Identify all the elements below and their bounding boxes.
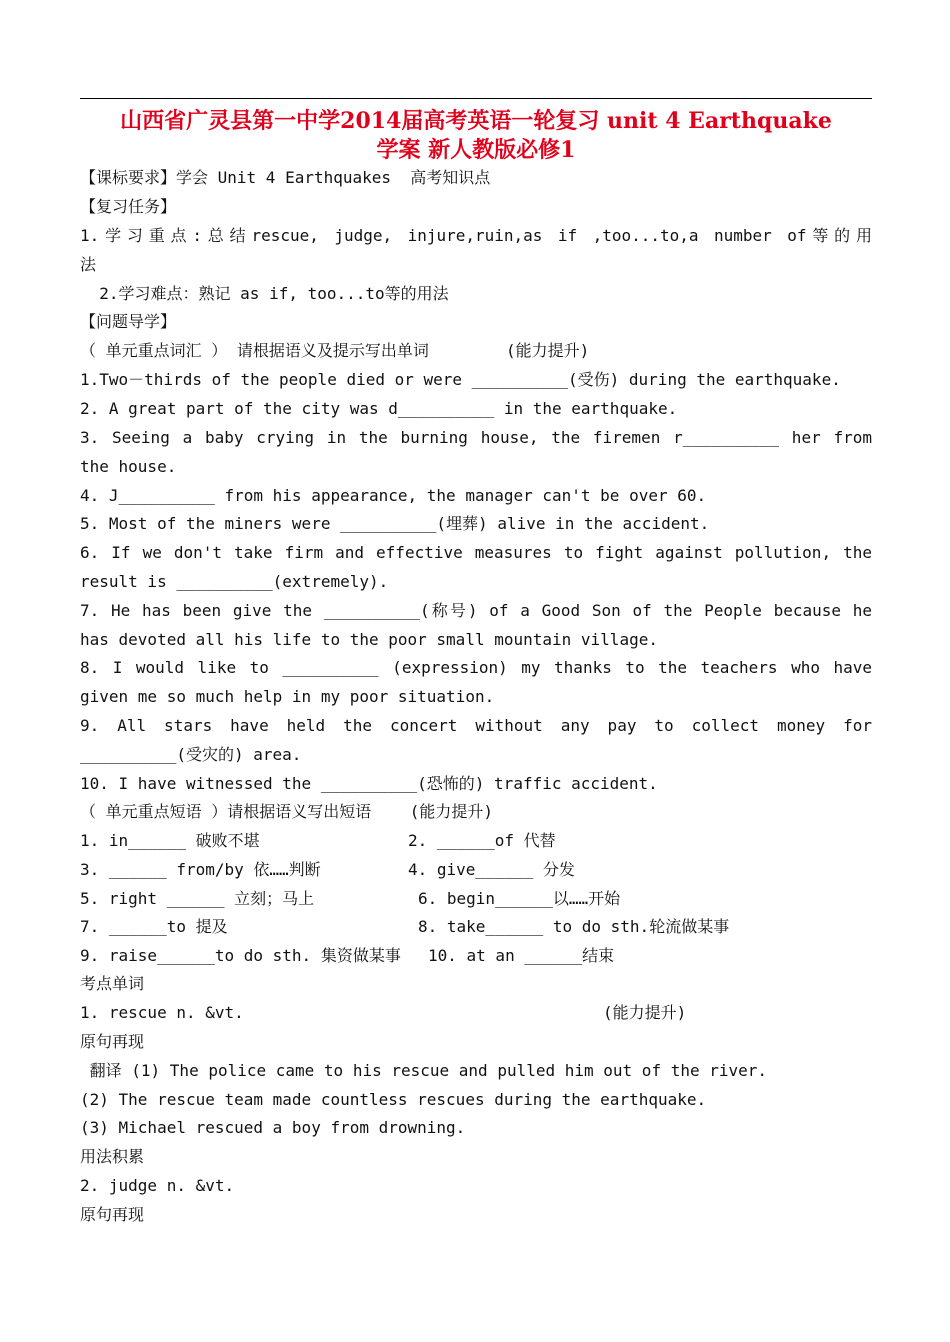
review-point-1-cont: 法 (80, 255, 97, 274)
phrase-item: 1. in______ 破败不堪 (80, 831, 260, 850)
vocab-item: 3. Seeing a baby crying in the burning house, the firemen r__________ her from (80, 428, 872, 447)
vocab-item: 1.Two－thirds of the people died or were __________(受伤) during the earthquake. (80, 370, 841, 389)
phrase-item: 10. at an ______结束 (428, 946, 615, 965)
translation-item: 翻译 (1) The police came to his rescue and pulled him out of the river. (80, 1061, 768, 1080)
phrase-item: 2. ______of 代替 (408, 831, 556, 850)
vocab-item: 10. I have witnessed the __________(恐怖的) traffic accident. (80, 774, 658, 793)
vocab-item-cont: __________(受灾的) area. (80, 745, 302, 764)
phrase-item: 6. begin______以……开始 (418, 889, 621, 908)
review-point-1: 1.学习重点:总结rescue, judge, injure,ruin,as if ,too...to,a number of等的用 (80, 226, 872, 245)
ability-label: (能力提升) (603, 1003, 687, 1022)
key-word-judge: 2. judge n. &vt. (80, 1176, 235, 1195)
vocab-item-cont: given me so much help in my poor situation. (80, 687, 495, 706)
vocab-item: 7. He has been give the __________(称号) of a Good Son of the People because he (80, 601, 872, 620)
vocab-item-cont: result is __________(extremely). (80, 572, 389, 591)
vocab-item: 2. A great part of the city was d__________ in the earthquake. (80, 399, 678, 418)
original-sentence-heading: 原句再现 (80, 1032, 145, 1051)
vocab-item: 5. Most of the miners were __________(埋葬) alive in the accident. (80, 514, 710, 533)
guide-heading: 【问题导学】 (80, 312, 177, 331)
document-title-line2: 学案 新人教版必修1 (376, 137, 576, 163)
curriculum-requirements: 【课标要求】学会 Unit 4 Earthquakes 高考知识点 (80, 168, 491, 187)
vocab-section-heading: （ 单元重点词汇 ） 请根据语义及提示写出单词 (能力提升) (80, 341, 590, 360)
review-point-2: 2.学习难点：熟记 as if, too...to等的用法 (80, 284, 449, 303)
vocab-item-cont: has devoted all his life to the poor small mountain village. (80, 630, 658, 649)
header-rule (80, 98, 872, 99)
phrase-item: 9. raise______to do sth. 集资做某事 (80, 946, 401, 965)
key-word-rescue: 1. rescue n. &vt. (80, 1003, 244, 1022)
vocab-item-cont: the house. (80, 457, 177, 476)
phrase-item: 8. take______ to do sth.轮流做某事 (418, 917, 730, 936)
phrase-item: 3. ______ from/by 依……判断 (80, 860, 321, 879)
phrase-item: 7. ______to 提及 (80, 917, 228, 936)
phrase-section-heading: （ 单元重点短语 ）请根据语义写出短语 (能力提升) (80, 802, 494, 821)
vocab-item: 6. If we don't take firm and effective measures to fight against pollution, the (80, 543, 872, 562)
translation-item: (2) The rescue team made countless rescues during the earthquake. (80, 1090, 707, 1109)
phrase-item: 4. give______ 分发 (408, 860, 575, 879)
key-words-heading: 考点单词 (80, 974, 145, 993)
usage-heading: 用法积累 (80, 1147, 145, 1166)
original-sentence-heading: 原句再现 (80, 1205, 145, 1224)
vocab-item: 9. All stars have held the concert without any pay to collect money for (80, 716, 872, 735)
phrase-item: 5. right ______ 立刻；马上 (80, 889, 315, 908)
document-title-line1: 山西省广灵县第一中学2014届高考英语一轮复习 unit 4 Earthquake (120, 108, 832, 134)
translation-item: (3) Michael rescued a boy from drowning. (80, 1118, 466, 1137)
vocab-item: 8. I would like to __________ (expression) my thanks to the teachers who have (80, 658, 872, 677)
vocab-item: 4. J__________ from his appearance, the manager can't be over 60. (80, 486, 707, 505)
review-tasks-heading: 【复习任务】 (80, 197, 177, 216)
